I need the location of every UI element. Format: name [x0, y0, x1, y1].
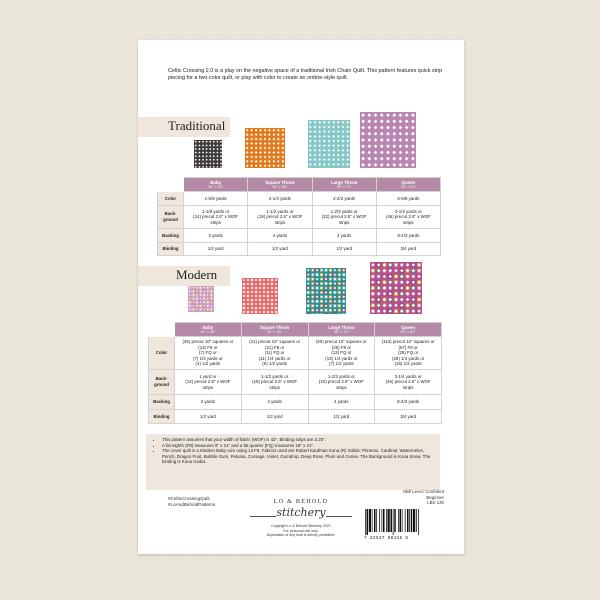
barcode-bar: [398, 509, 399, 532]
table-row: [158, 192, 441, 206]
row-label: Binding: [149, 410, 175, 424]
table-cell: 4 yards: [241, 395, 308, 410]
note-item: • The cover quilt is a Modern Baby size using 13 F8. Fabrics used are Robert Kaufman Kona (R) Solids: Pimento, Cardinal, Watermelon, Punch, Dragon Fruit, Bubble Gum, Petunia, Corsage, Violet, Gumdrop, Deep Rose, Plum and Cerise. The Background is Kona Snow. The binding is Kona Cedar.: [162, 448, 432, 465]
barcode-bar: [386, 509, 387, 532]
copyright-line: For personal use only.: [283, 528, 319, 533]
table-cell: 4 yards: [308, 395, 375, 410]
quilt-color-block: [329, 313, 332, 314]
table-row: [158, 229, 441, 243]
header-square-throw: Square Throw 58" x 58": [248, 178, 312, 192]
logo-rule-right: [326, 516, 352, 517]
header-large-throw: Large Throw 58" x 70": [312, 178, 376, 192]
traditional-large-throw-quilt: [308, 120, 350, 168]
barcode-bar: [376, 509, 377, 532]
table-cell: 3 yards: [184, 229, 248, 243]
table-cell: 4 yards: [312, 229, 376, 243]
modern-large-throw-quilt: [306, 268, 346, 314]
product-code: LBS 120: [427, 500, 444, 506]
quilt-color-block: [316, 313, 319, 314]
table-cell: 3/4 yard: [376, 243, 440, 256]
table-cell: 1/2 yard: [248, 243, 312, 256]
table-cell: 1/2 yard: [184, 243, 248, 256]
barcode-bar: [374, 509, 376, 532]
barcode-bar: [382, 509, 383, 532]
skill-level: Skill Level: Confident: [402, 489, 444, 494]
table-cell: (113) precut 10" squares or (57) F8 or (29) FQ or (29) 1/4 yards or (15) 1/2 yards: [375, 337, 442, 370]
intro-text: Celtic Crossing 2.0 is a play on the negative space of a traditional Irish Chain Quilt. This pattern features quick strip piecing for a two-color quilt, or play with color to create an ombre-style quilt.: [168, 68, 443, 82]
barcode-bar: [413, 509, 415, 532]
note-item: • This pattern assumes that your width of fabric (WOF) is 42". Binding strips are 2.25".: [162, 437, 432, 443]
table-cell: 1/2 yard: [312, 243, 376, 256]
table-cell: 5-5/8 yards: [376, 192, 440, 206]
table-cell: 1/2 yard: [241, 410, 308, 424]
table-cell: (41) precut 10" squares or (21) F8 or (11) FQ or (11) 1/4 yards or (6) 1/2 yards: [241, 337, 308, 370]
table-cell: 1-1/2 yards or (18) precut 2.5" x WOF strips: [241, 370, 308, 395]
row-label: Back- ground: [158, 206, 184, 229]
row-label: Color: [158, 192, 184, 206]
notes-box: [146, 434, 440, 490]
table-cell: 1-5/8 yards: [184, 192, 248, 206]
table-corner: [158, 178, 184, 192]
table-cell: 8-2/3 yards: [375, 395, 442, 410]
modern-queen-quilt: [370, 262, 422, 314]
skill-level-block: [403, 489, 444, 506]
row-label: Backing: [149, 395, 175, 410]
table-cell: 3-1/4 yards or (46) precut 2.5" x WOF strips: [375, 370, 442, 395]
barcode-bar: [367, 509, 369, 535]
row-label: Backing: [158, 229, 184, 243]
header-queen: Queen 84" x 84": [375, 323, 442, 337]
table-cell: 2-2/3 yards: [312, 192, 376, 206]
table-cell: 1/2 yard: [308, 410, 375, 424]
table-cell: (25) precut 10" squares or (13) F8 or (7) FQ or (7) 1/4 yards or (4) 1/2 yards: [175, 337, 242, 370]
table-cell: 4 yards: [248, 229, 312, 243]
table-corner: [149, 323, 175, 337]
table-cell: 1-2/3 yards or (22) precut 2.5" x WOF strips: [312, 206, 376, 229]
quilt-color-block: [311, 313, 314, 314]
traditional-queen-quilt: [360, 112, 416, 168]
barcode-bar: [372, 509, 373, 532]
traditional-square-throw-quilt: [245, 128, 285, 168]
quilt-color-block: [342, 313, 345, 314]
header-large-throw: Large Throw 58" x 70": [308, 323, 375, 337]
table-row: [149, 337, 442, 370]
header-square-throw: Square Throw 58" x 58": [241, 323, 308, 337]
brand-logo-script: stitchery: [276, 506, 326, 519]
table-row: [158, 243, 441, 256]
traditional-baby-quilt: [194, 140, 222, 168]
skill-level-detail: Beginner: [426, 494, 444, 500]
brand-logo-top: LO & BEHOLD: [273, 498, 329, 505]
barcode-bar: [394, 509, 396, 532]
quilt-color-block: [320, 313, 323, 314]
barcode-number: 7 32537 68115 5: [364, 536, 409, 541]
table-cell: 8-2/3 yards: [376, 229, 440, 243]
barcode-bar: [400, 509, 402, 532]
table-cell: 3-1/3 yards or (46) precut 2.5" x WOF strips: [376, 206, 440, 229]
header-queen: Queen 84" x 84": [376, 178, 440, 192]
barcode-bar: [409, 509, 410, 532]
logo-rule-left: [250, 516, 276, 517]
pattern-back-cover: [138, 40, 464, 554]
barcode-bar: [402, 509, 403, 532]
table-cell: 1-1/8 yards or (14) precut 2.5" x WOF strips: [184, 206, 248, 229]
table-cell: 2-1/4 yards: [248, 192, 312, 206]
copyright-block: [241, 524, 361, 538]
table-row: [158, 206, 441, 229]
row-label: Color: [149, 337, 175, 370]
modern-square-throw-quilt: [242, 278, 278, 314]
hashtag: #CelticCrossingQuilt: [168, 496, 210, 501]
barcode-bar: [418, 509, 419, 535]
quilt-color-block: [324, 313, 327, 314]
table-row: [149, 395, 442, 410]
table-row: [149, 370, 442, 395]
traditional-title: Traditional: [168, 118, 226, 133]
header-baby: Baby 48" x 48": [184, 178, 248, 192]
table-row: [149, 410, 442, 424]
table-cell: 1-1/2 yards or (19) precut 2.5" x WOF strips: [248, 206, 312, 229]
modern-title: Modern: [176, 267, 218, 282]
table-cell: 1-2/3 yards or (22) precut 2.5" x WOF strips: [308, 370, 375, 395]
copyright-line: Duplication of any kind is strictly prohibited.: [266, 533, 336, 538]
quilt-color-block: [333, 313, 336, 314]
barcode-bar: [411, 509, 413, 532]
barcode-bar: [365, 509, 366, 535]
row-label: Back- ground: [149, 370, 175, 395]
upc-barcode: [364, 509, 444, 535]
quilt-color-block: [307, 313, 310, 314]
barcode-bar: [405, 509, 406, 532]
barcode-bar: [407, 509, 409, 532]
barcode-bar: [379, 509, 380, 532]
table-cell: 3/4 yard: [375, 410, 442, 424]
barcode-bar: [383, 509, 385, 532]
table-cell: (50) precut 10" squares or (25) F8 or (13) FQ or (13) 1/4 yards or (7) 1/2 yards: [308, 337, 375, 370]
table-cell: 1/2 yard: [175, 410, 242, 424]
barcode-bar: [391, 509, 393, 532]
table-cell: 1 yard or (12) precut 2.5" x WOF strips: [175, 370, 242, 395]
hashtag: #LoAndBeholdPatterns: [168, 502, 216, 507]
barcode-bar: [416, 509, 417, 532]
modern-yardage-table: [148, 322, 442, 424]
copyright-line: Copyright Lo & Behold Stitchery 2021: [271, 524, 331, 528]
barcode-bar: [369, 509, 371, 532]
barcode-bar: [388, 509, 390, 532]
quilt-color-block: [338, 313, 341, 314]
hashtags: [168, 496, 215, 508]
note-item: • A fat eighth (F8) measures 9" x 21" and a fat quarter (FQ) measures 18" x 21".: [162, 443, 432, 449]
modern-baby-quilt: [188, 286, 214, 312]
barcode-bar: [393, 509, 394, 535]
header-baby: Baby 48" x 48": [175, 323, 242, 337]
table-cell: 3 yards: [175, 395, 242, 410]
traditional-yardage-table: [157, 177, 441, 256]
row-label: Binding: [158, 243, 184, 256]
